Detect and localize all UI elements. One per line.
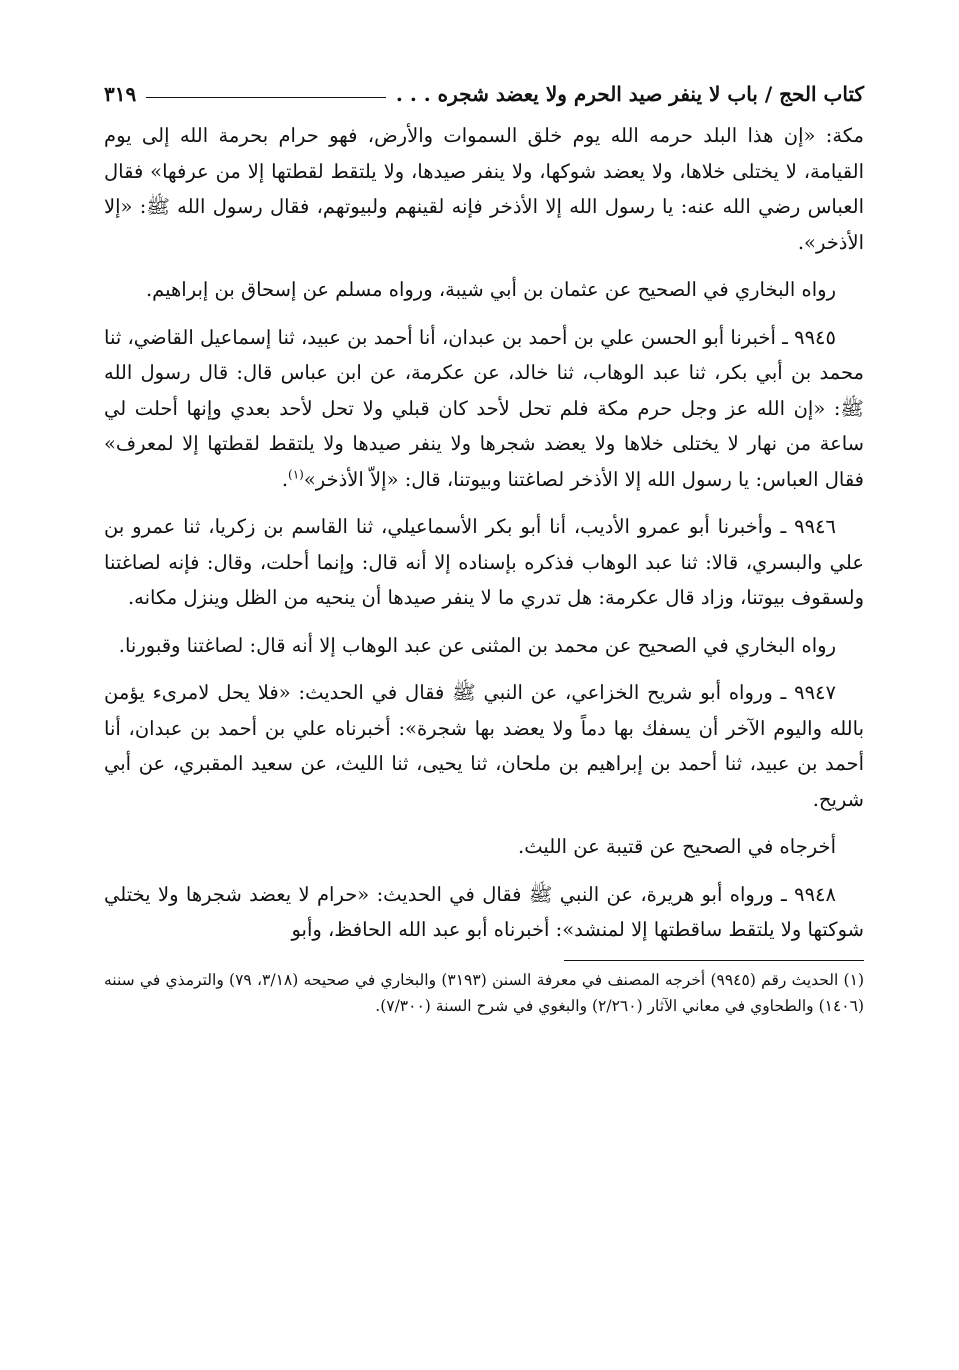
paragraph-2: رواه البخاري في الصحيح عن عثمان بن أبي شيبة، ورواه مسلم عن إسحاق بن إبراهيم. <box>145 278 836 301</box>
hadith-9945 <box>104 320 864 498</box>
paragraph-bukhari: رواه البخاري في الصحيح عن محمد بن المثنى عن عبد الوهاب إلا أنه قال: لصاغتنا وقبورنا. <box>118 633 836 657</box>
running-header <box>104 70 864 106</box>
hadith-9946: ٩٩٤٦ ـ وأخبرنا أبو عمرو الأديب، أنا أبو بكر الأسماعيلي، ثنا القاسم بن زكريا، ثنا عمرو بن علي والبسري، قالا: ثنا عبد الوهاب فذكره بإسناده إلا أنه قال: وإنما أحلت، وقال: فإنه لصاغتنا ولسقوف بيوتنا، وزاد قال عكرمة: هل تدري ما لا ينفر صيدها أن ينحيه من الظل وينزل مكانه. <box>104 515 864 609</box>
header-title: كتاب الحج / باب لا ينفر صيد الحرم ولا يعضد شجره . . . <box>395 82 864 106</box>
hadith-9947: ٩٩٤٧ ـ ورواه أبو شريح الخزاعي، عن النبي ﷺ فقال في الحديث: «فلا يحل لامرىء يؤمن بالله واليوم الآخر أن يسفك بها دماً ولا يعضد بها شجرة»: أخبرناه علي بن أحمد بن عبدان، أنا أحمد بن عبيد، ثنا أحمد بن إبراهيم بن ملحان، ثنا يحيى، ثنا الليث، عن سعيد المقبري، عن أبي شريح. <box>104 681 864 811</box>
header-rule <box>146 97 386 98</box>
footnote-marker: (١) <box>288 467 304 481</box>
footnote: (١) الحديث رقم (٩٩٤٥) أخرجه المصنف في معرفة السنن (٣١٩٣) والبخاري في صحيحه (٣/١٨، ٧٩) والترمذي في سننه (١٤٠٦) والطحاوي في معاني الآثار (٢/٢٦٠) والبغوي في شرح السنة (٧/٣٠٠). <box>104 970 864 1015</box>
hadith-9945-text: ٩٩٤٥ ـ أخبرنا أبو الحسن علي بن أحمد بن عبدان، أنا أحمد بن عبيد، ثنا إسماعيل القاضي، ثنا محمد بن أبي بكر، ثنا عبد الوهاب، ثنا خالد، عن عكرمة، عن ابن عباس قال: قال رسول الله ﷺ: «إن الله عز وجل حرم مكة فلم تحل لأحد كان قبلي ولا تحل لأحد بعدي وإنها أحلت لي ساعة من نهار لا يختلى خلاها ولا يعضد شجرها ولا ينفر صيدها ولا يلتقط لقطتها إلا لمعرف» فقال العباس: يا رسول الله إلا الأذخر لصاغتنا وبيوتنا، قال: «إلاّ الأذخر» <box>104 325 864 491</box>
book-page <box>104 70 864 1019</box>
page-body <box>104 118 864 948</box>
page-number: ٣١٩ <box>104 82 137 106</box>
paragraph-1: مكة: «إن هذا البلد حرمه الله يوم خلق السموات والأرض، فهو حرام بحرمة الله إلى يوم القيامة، لا يختلى خلاها، ولا يعضد شوكها، ولا ينفر صيدها، ولا يلتقط لقطتها إلا من عرفها» فقال العباس رضي الله عنه: يا رسول الله إلا الأذخر فإنه لقينهم ولبيوتهم، فقال رسول الله ﷺ: «إلا الأذخر». <box>104 124 864 254</box>
paragraph-akhrajahu: أخرجاه في الصحيح عن قتيبة عن الليث. <box>518 835 836 858</box>
hadith-9948: ٩٩٤٨ ـ ورواه أبو هريرة، عن النبي ﷺ فقال في الحديث: «حرام لا يعضد شجرها ولا يختلي شوكتها ولا يلتقط ساقطتها إلا لمنشد»: أخبرناه أبو عبد الله الحافظ، وأبو <box>104 882 864 941</box>
footnote-rule <box>564 960 864 961</box>
hadith-9945-end: . <box>281 467 289 491</box>
